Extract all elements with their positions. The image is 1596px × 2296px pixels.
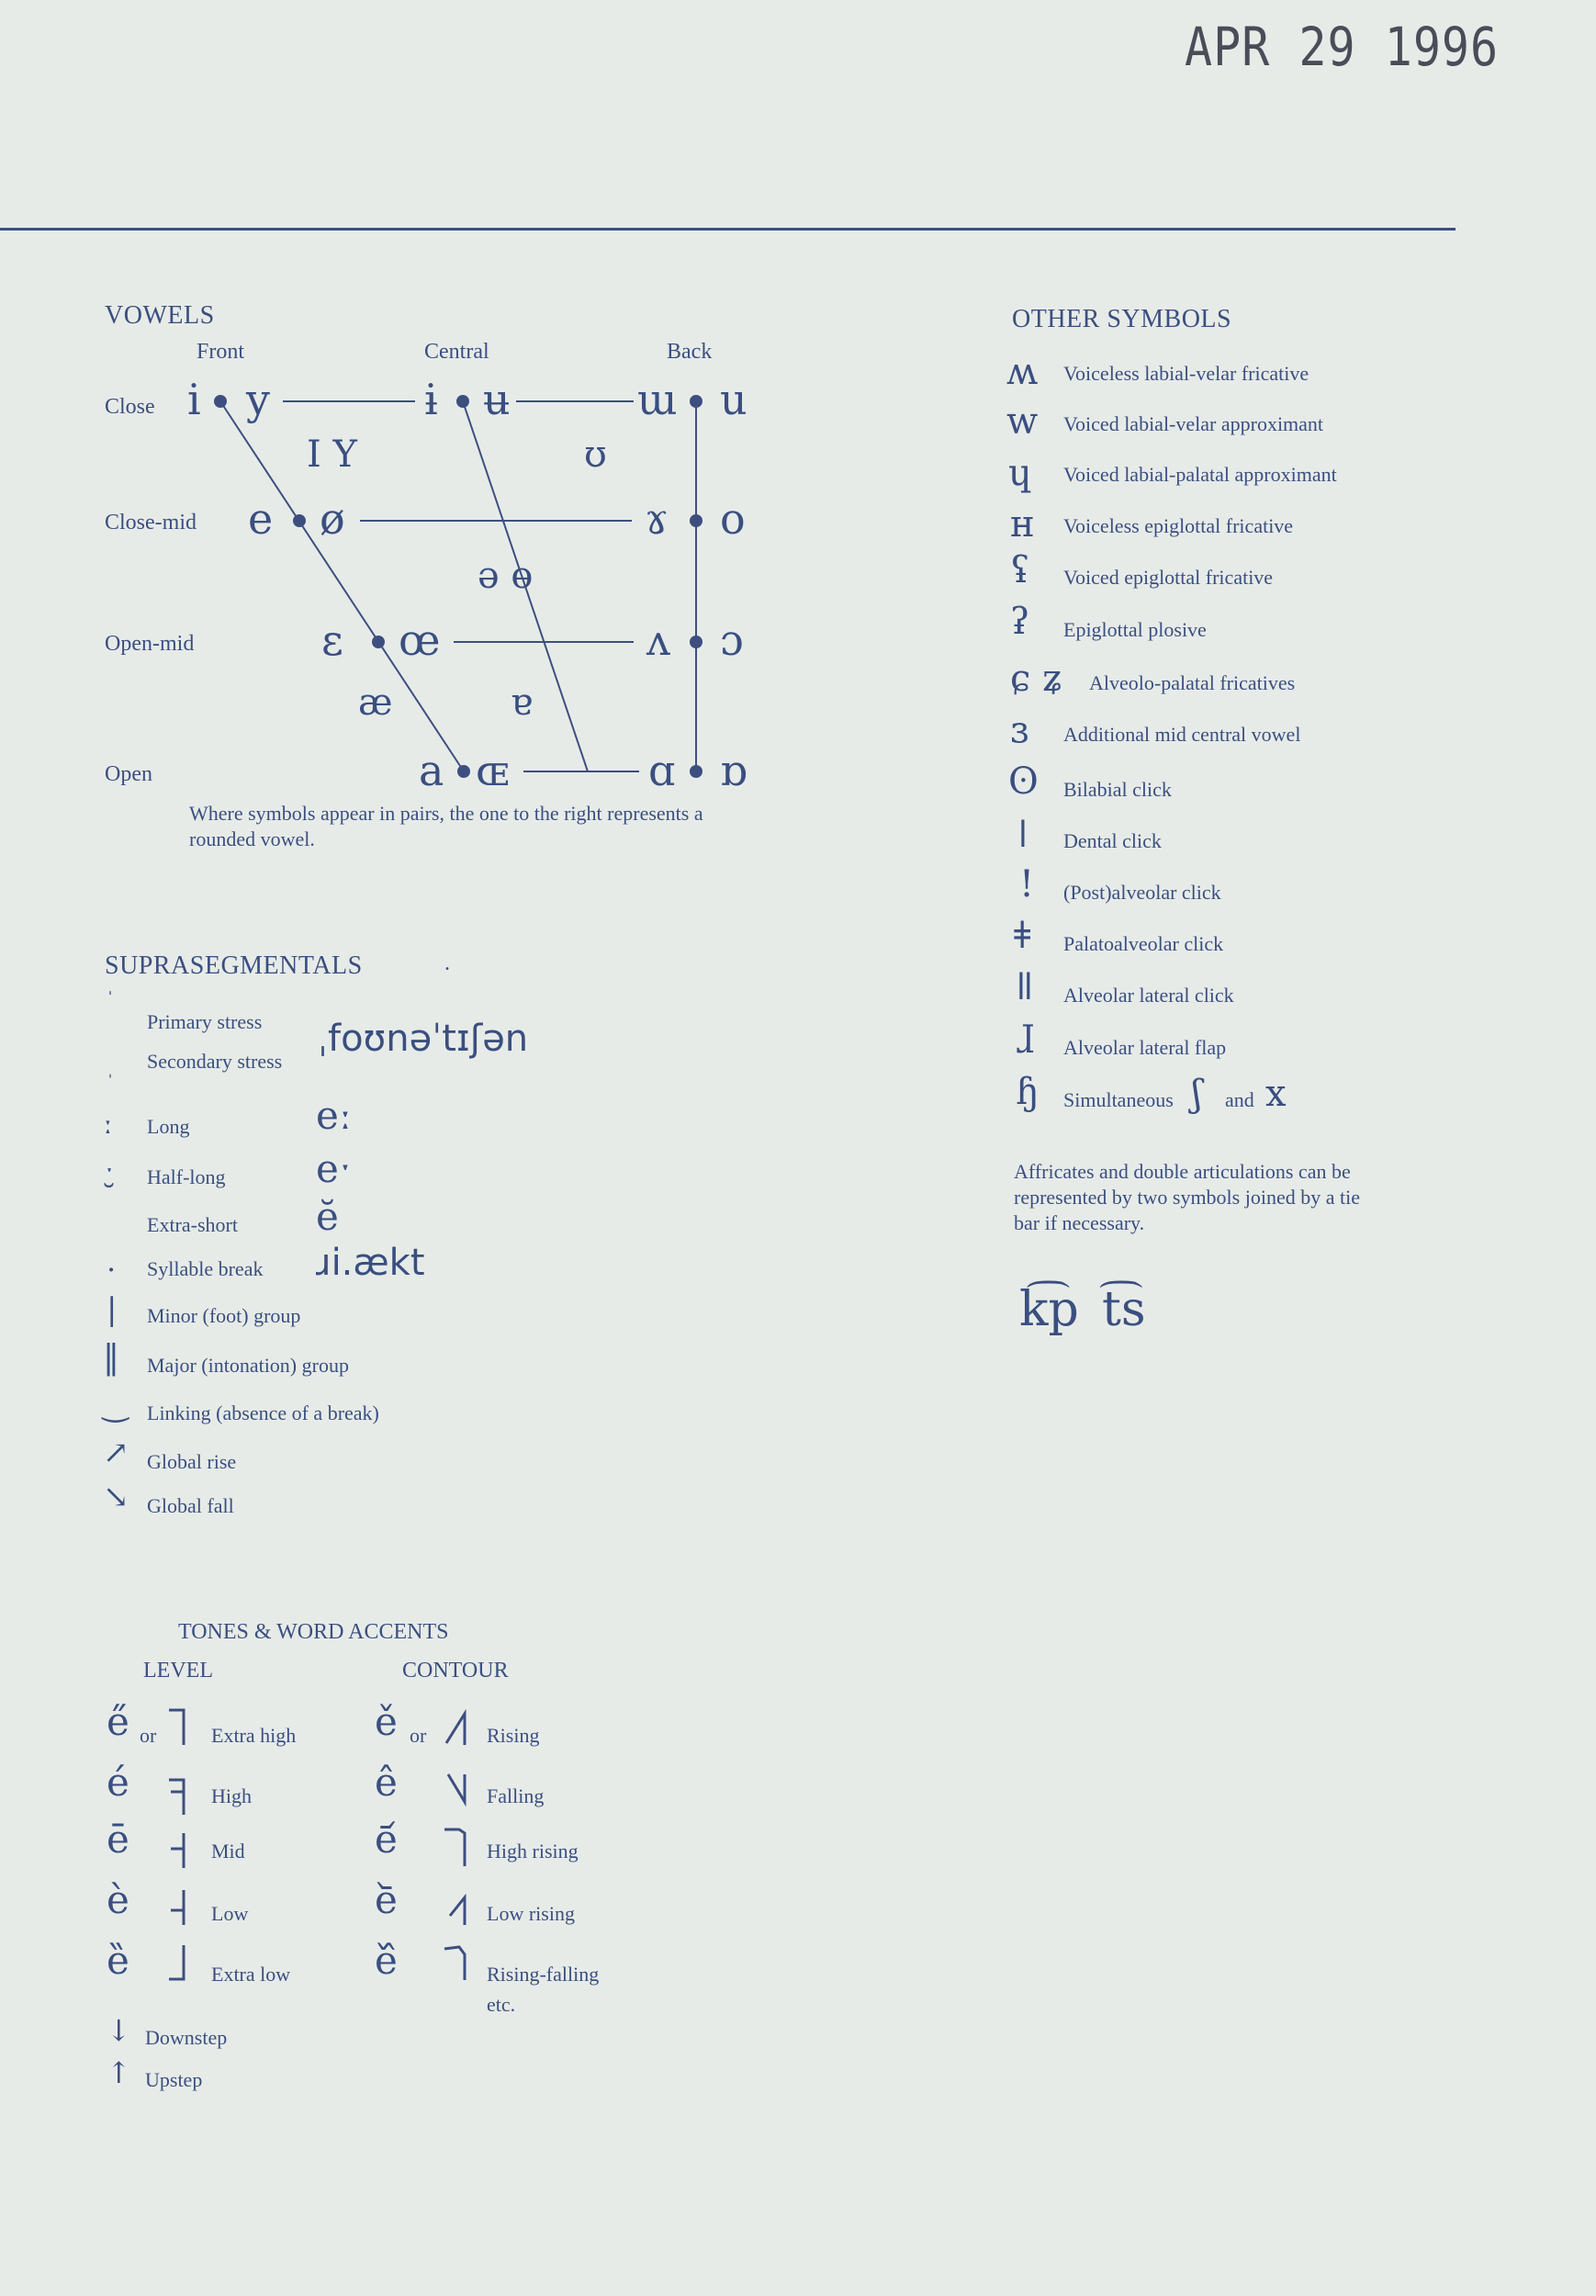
vowel-ram-horns: ɤ [645,494,669,544]
minor-group-label: Minor (foot) group [147,1304,301,1327]
high-label: High [211,1784,252,1807]
vowel-turned-m: ɯ [637,375,678,424]
os-x-symbol: x [1265,1073,1287,1115]
downstep-label: Downstep [145,2026,228,2049]
mid-label: Mid [211,1840,245,1863]
os-and-label: and [1225,1088,1254,1111]
os-label-0: Voiceless labial-velar fricative [1063,362,1309,385]
col-central: Central [424,340,489,364]
rising-symbol: ě [375,1699,398,1744]
os-label-2: Voiced labial-palatal approximant [1063,463,1337,486]
suprasegmentals-title: SUPRASEGMENTALS [105,951,363,980]
secondary-stress-mark: ˌ [107,1054,114,1078]
long-mark: ː [103,1106,113,1141]
vowel-y: y [246,375,270,424]
col-back: Back [667,340,713,364]
os-symbol-5: ʡ [1010,601,1030,643]
extra-high-or: or [140,1724,157,1747]
stress-example: ˌfoʊnəˈtɪʃən [318,1018,529,1060]
extra-short-label: Extra-short [147,1213,238,1236]
os-label-11: Palatoalveolar click [1063,932,1224,955]
os-label-12: Alveolar lateral click [1063,984,1234,1007]
vowel-wedge: ʌ [646,615,670,665]
col-front: Front [197,340,245,364]
upstep-arrow-icon: ↑ [107,2055,131,2090]
rising-falling-label: Rising-falling [487,1963,600,1986]
other-symbols-title: OTHER SYMBOLS [1012,305,1232,333]
secondary-stress-label: Secondary stress [147,1050,283,1073]
vowels-note: Where symbols appear in pairs, the one to the right represents a rounded vowel. [189,802,703,850]
date-stamp: APR 29 1996 [1185,17,1500,78]
upstep-label: Upstep [145,2068,203,2091]
vowel-small-cap-oe: ɶ [476,746,510,795]
os-label-7: Additional mid central vowel [1063,723,1301,746]
os-symbol-0: ʍ [1006,351,1039,393]
os-label-8: Bilabial click [1063,778,1172,801]
vowel-barred-u: ʉ [483,375,511,424]
extra-short-mark: ˘ [101,1179,117,1216]
os-symbol-2: ɥ [1008,452,1032,494]
vowel-ash: æ [358,681,393,724]
syllable-break-example: ɹi.ækt [316,1242,425,1284]
vowel-i: i [187,375,201,424]
primary-stress-label: Primary stress [147,1010,263,1033]
downstep-arrow-icon: ↓ [107,2013,131,2048]
global-fall-label: Global fall [147,1494,234,1517]
level-header: LEVEL [143,1659,213,1683]
vowel-e: e [248,494,274,544]
vowel-u: u [720,375,747,424]
os-symbol-11: ǂ [1014,915,1031,957]
low-rising-symbol: e᷅ [375,1877,398,1922]
vowel-small-cap-i-y: I Y [307,433,357,476]
os-symbol-7: ɜ [1010,709,1029,751]
rising-or: or [410,1724,427,1747]
low-label: Low [211,1902,249,1925]
vowel-upsilon: ʊ [584,433,607,476]
os-symbol-6: ɕ ʑ [1010,658,1063,700]
os-symbol-8: ʘ [1008,760,1039,803]
linking-label: Linking (absence of a break) [147,1401,379,1424]
primary-stress-mark: ˈ [107,988,114,1012]
os-label-4: Voiced epiglottal fricative [1063,566,1274,589]
syllable-break-mark: . [107,1244,117,1278]
os-symbol-1: w [1006,400,1039,443]
os-symbol-3: ʜ [1010,503,1035,546]
os-label-10: (Post)alveolar click [1063,881,1221,904]
long-label: Long [147,1115,190,1138]
high-rising-label: High rising [487,1840,579,1863]
row-open-mid: Open-mid [105,632,195,656]
global-rise-mark: ↗ [103,1435,129,1471]
low-symbol: è [107,1877,129,1922]
vowel-o-slash: ø [320,494,345,544]
extra-low-symbol: ȅ [107,1938,129,1983]
global-fall-mark: ↘ [103,1479,129,1515]
vowel-a: a [419,746,444,795]
linking-mark: ‿ [103,1387,129,1424]
etc-label: etc. [487,1993,516,2016]
os-symbol-10: ! [1019,863,1035,906]
os-label-14: Simultaneous [1063,1088,1174,1111]
high-rising-symbol: e᷄ [375,1817,398,1862]
long-example: eː [316,1093,353,1138]
rising-label: Rising [487,1724,540,1747]
vowel-oe: œ [399,615,441,665]
os-symbol-12: ǁ [1016,966,1034,1008]
os-label-3: Voiceless epiglottal fricative [1063,514,1294,537]
os-label-9: Dental click [1063,829,1162,852]
contour-header: CONTOUR [402,1659,509,1683]
stray-dot: . [444,951,450,975]
low-rising-label: Low rising [487,1902,575,1925]
extra-low-label: Extra low [211,1963,291,1986]
vowels-title: VOWELS [105,301,215,330]
os-label-5: Epiglottal plosive [1063,618,1207,641]
major-group-label: Major (intonation) group [147,1354,349,1377]
high-symbol: é [107,1760,129,1805]
extra-high-label: Extra high [211,1724,297,1747]
vowel-turned-a: ɐ [511,681,533,724]
falling-symbol: ê [375,1760,398,1805]
row-close: Close [105,395,155,419]
os-label-6: Alveolo-palatal fricatives [1089,671,1296,694]
os-label-1: Voiced labial-velar approximant [1063,412,1324,435]
os-symbol-13: ɺ [1016,1019,1035,1062]
os-symbol-14: ɧ [1016,1071,1040,1113]
extra-short-example: ĕ [316,1194,339,1239]
tie-bar-example-kp: k͡p [1019,1282,1079,1337]
row-open: Open [105,762,152,786]
half-long-label: Half-long [147,1165,226,1188]
os-label-13: Alveolar lateral flap [1063,1036,1227,1059]
tones-title: TONES & WORD ACCENTS [178,1620,449,1644]
syllable-break-label: Syllable break [147,1257,264,1280]
extra-high-symbol: e̋ [107,1699,129,1744]
vowel-schwa-pair: ə ɵ [478,555,534,597]
os-symbol-4: ʢ [1010,549,1030,591]
row-close-mid: Close-mid [105,511,197,535]
os-symbol-9: ǀ [1017,814,1028,856]
half-long-example: eˑ [316,1146,353,1191]
major-group-mark: ‖ [103,1339,119,1377]
global-rise-label: Global rise [147,1450,237,1473]
falling-label: Falling [487,1784,545,1807]
other-symbols-note: Affricates and double articulations can be represented by two symbols joined by a tie bar if necessary. [1014,1160,1360,1234]
vowel-open-o: ɔ [720,615,744,665]
vowel-o: o [720,494,746,544]
os-esh-symbol: ʃ [1192,1073,1202,1115]
half-long-mark: ˑ [105,1155,115,1187]
minor-group-mark: | [107,1291,118,1328]
mid-symbol: ē [107,1817,129,1862]
vowel-epsilon: ɛ [321,615,343,665]
vowel-script-a: ɑ [648,746,676,795]
tie-bar-example-ts: t͡s [1102,1282,1146,1337]
vowel-turned-script-a: ɒ [720,746,747,795]
vowel-barred-i: ɨ [424,375,438,424]
rising-falling-symbol: e᷈ [375,1938,398,1983]
